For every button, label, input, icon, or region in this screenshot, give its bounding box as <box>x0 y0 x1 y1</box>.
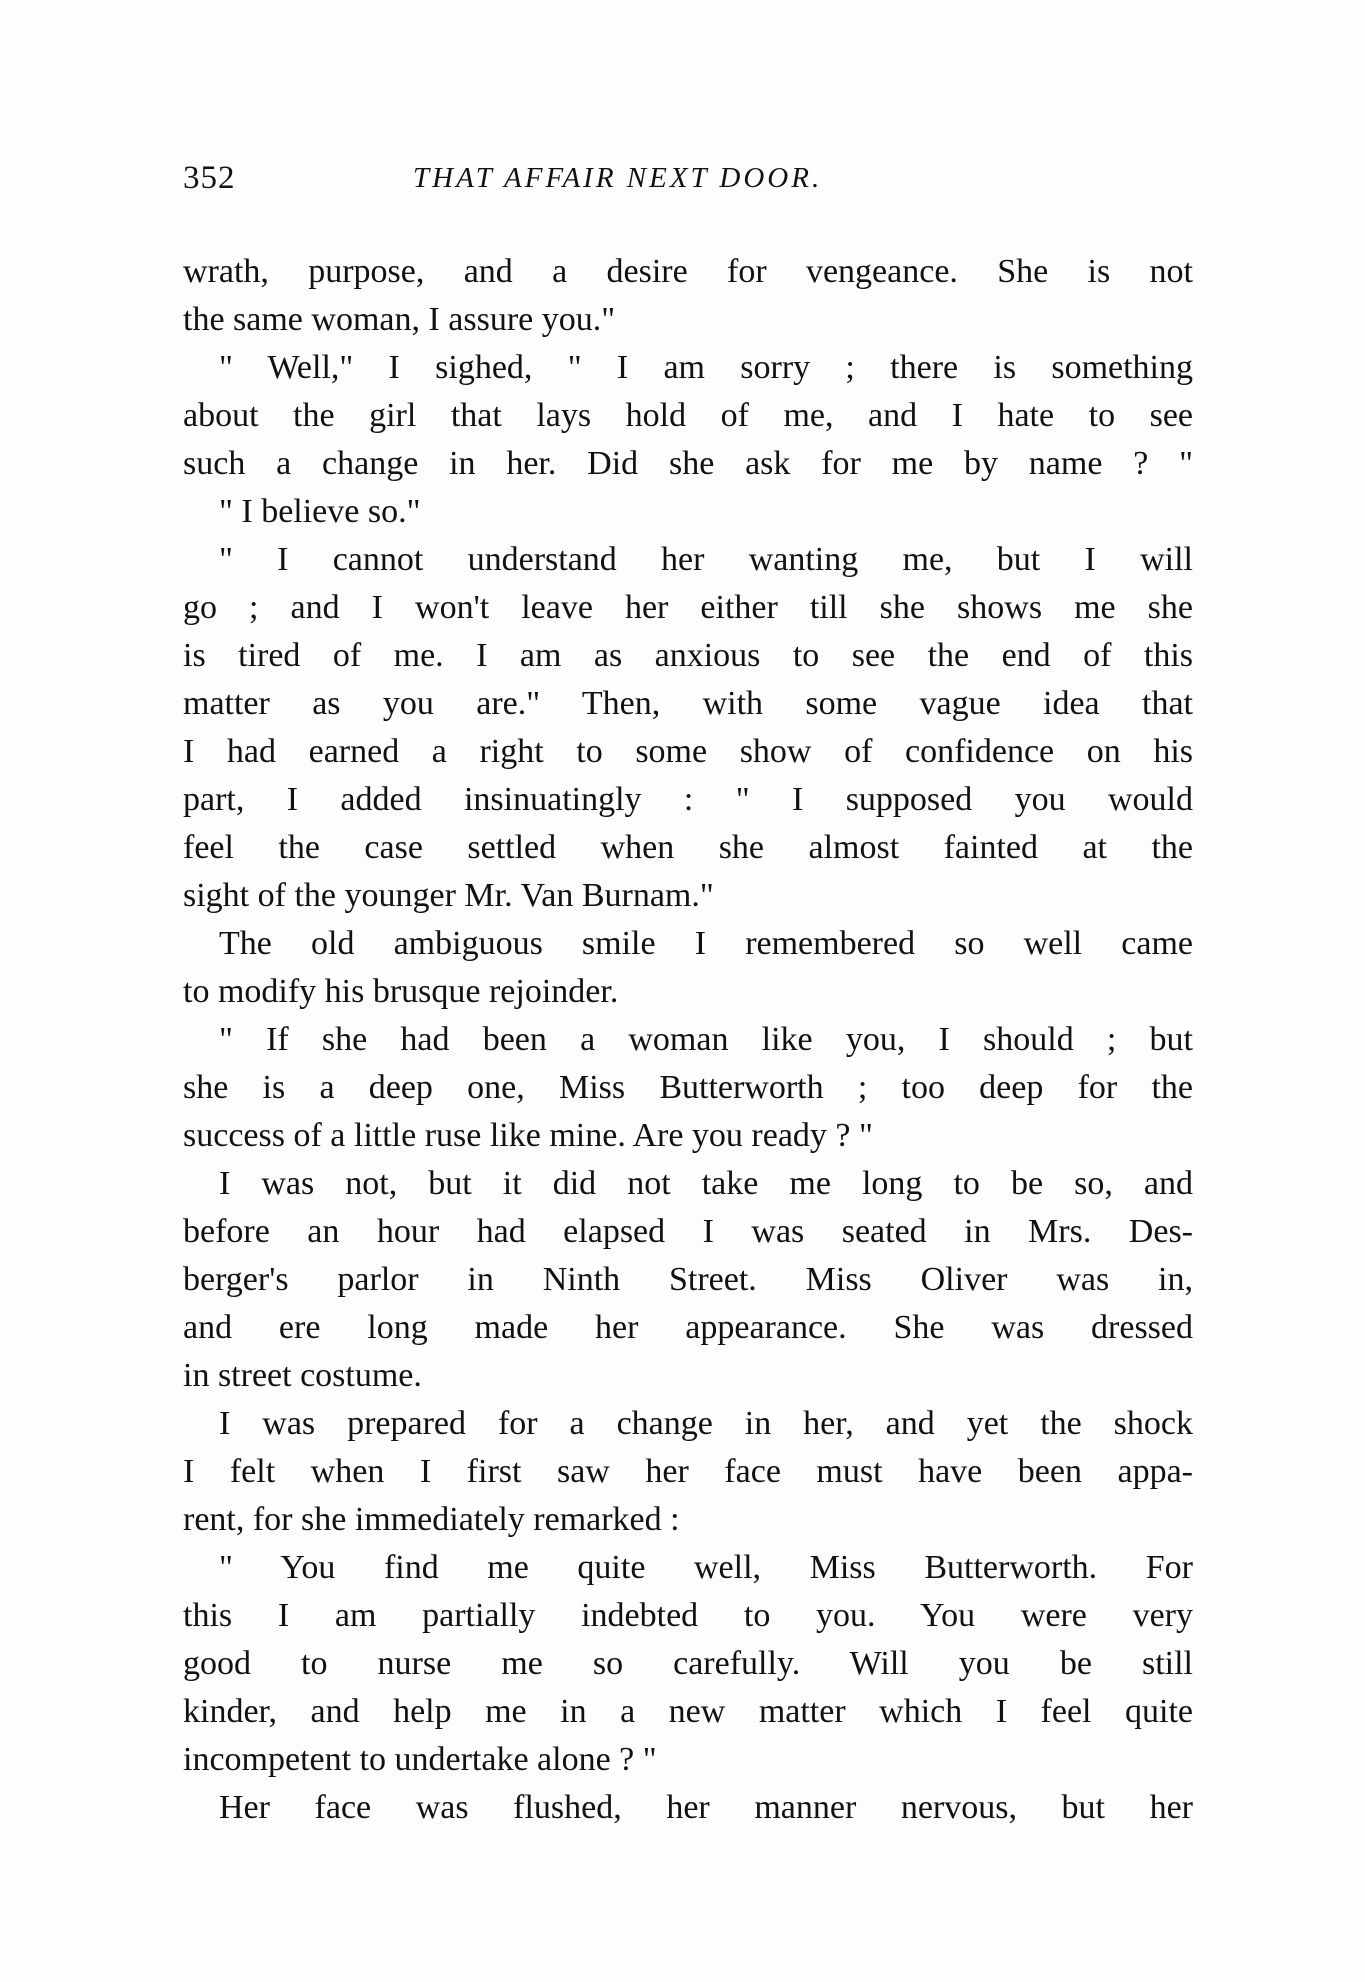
text-line: I had earned a right to some show of confidence on his <box>183 733 1193 770</box>
text-line: before an hour had elapsed I was seated in Mrs. Des- <box>183 1213 1193 1250</box>
running-head: THAT AFFAIR NEXT DOOR. <box>413 162 823 194</box>
text-line: this I am partially indebted to you. You were very <box>183 1597 1193 1634</box>
text-line: go ; and I won't leave her either till she shows me she <box>183 589 1193 626</box>
text-line: " I cannot understand her wanting me, but I will <box>219 541 1193 578</box>
text-line: berger's parlor in Ninth Street. Miss Oliver was in, <box>183 1261 1193 1298</box>
text-line: part, I added insinuatingly : " I supposed you would <box>183 781 1193 818</box>
text-line: is tired of me. I am as anxious to see the end of this <box>183 637 1193 674</box>
body-text <box>183 248 1193 1832</box>
text-line: kinder, and help me in a new matter which I feel quite <box>183 1693 1193 1730</box>
text-line: success of a little ruse like mine. Are you ready ? " <box>183 1117 873 1154</box>
text-line: good to nurse me so carefully. Will you be still <box>183 1645 1193 1682</box>
text-line: matter as you are." Then, with some vague idea that <box>183 685 1193 722</box>
text-line: wrath, purpose, and a desire for vengeance. She is not <box>183 253 1193 290</box>
text-line: rent, for she immediately remarked : <box>183 1501 680 1538</box>
text-line: such a change in her. Did she ask for me by name ? " <box>183 445 1193 482</box>
text-line: in street costume. <box>183 1357 422 1394</box>
text-line: and ere long made her appearance. She was dressed <box>183 1309 1193 1346</box>
page-header <box>183 160 1193 208</box>
text-line: to modify his brusque rejoinder. <box>183 973 619 1010</box>
text-line: I was prepared for a change in her, and yet the shock <box>219 1405 1193 1442</box>
text-line: I felt when I first saw her face must have been appa- <box>183 1453 1193 1490</box>
text-line: the same woman, I assure you." <box>183 301 616 338</box>
text-line: " You find me quite well, Miss Butterworth. For <box>219 1549 1193 1586</box>
text-line: I was not, but it did not take me long to be so, and <box>219 1165 1193 1202</box>
page-number: 352 <box>183 160 236 196</box>
text-line: " I believe so." <box>219 493 421 530</box>
text-line: feel the case settled when she almost fainted at the <box>183 829 1193 866</box>
text-line: The old ambiguous smile I remembered so well came <box>219 925 1193 962</box>
text-line: sight of the younger Mr. Van Burnam." <box>183 877 714 914</box>
text-line: she is a deep one, Miss Butterworth ; too deep for the <box>183 1069 1193 1106</box>
text-line: about the girl that lays hold of me, and I hate to see <box>183 397 1193 434</box>
text-line: incompetent to undertake alone ? " <box>183 1741 657 1778</box>
text-line: " If she had been a woman like you, I should ; but <box>219 1021 1193 1058</box>
text-line: " Well," I sighed, " I am sorry ; there is something <box>219 349 1193 386</box>
text-line: Her face was flushed, her manner nervous, but her <box>219 1789 1193 1826</box>
